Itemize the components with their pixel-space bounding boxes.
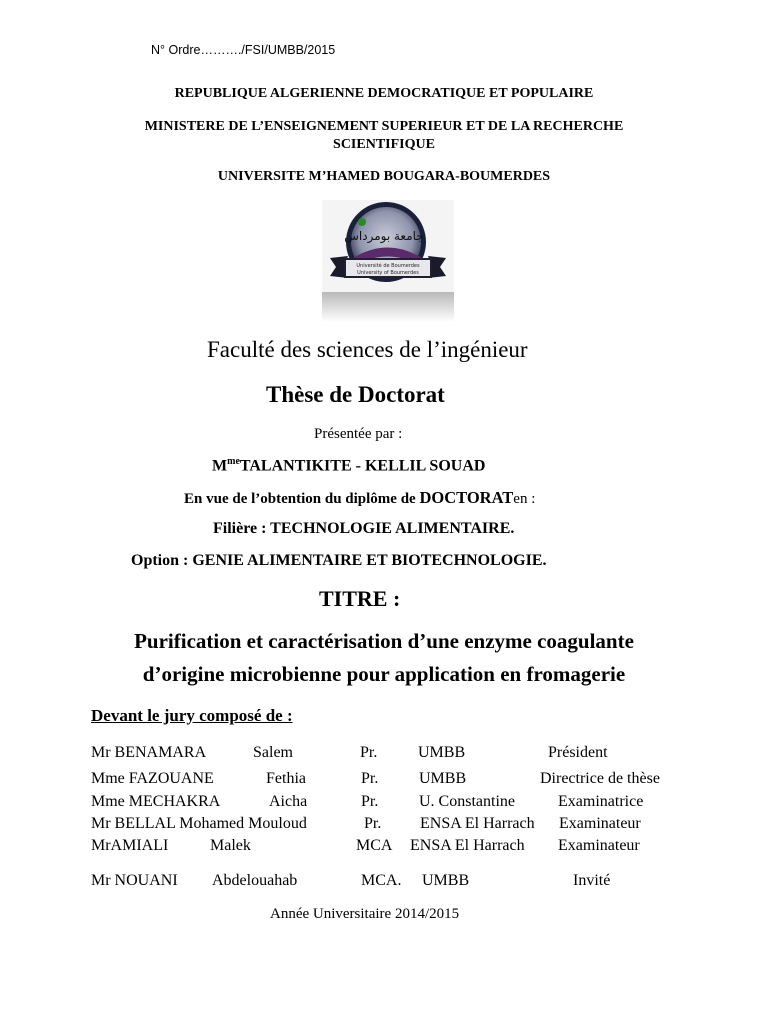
jury-member-role: Directrice de thèse xyxy=(540,770,660,787)
degree-text: En vue de l’obtention du diplôme de xyxy=(184,491,420,507)
degree-name: DOCTORAT xyxy=(419,488,514,507)
jury-member-firstname: Aicha xyxy=(269,793,308,810)
jury-member-name: Mr BENAMARA xyxy=(91,744,207,761)
title-label: TITRE : xyxy=(319,586,401,611)
order-number: N° Ordre………./FSI/UMBB/2015 xyxy=(151,43,336,57)
svg-text:University of Boumerdes: University of Boumerdes xyxy=(357,270,419,276)
option-line: Option : GENIE ALIMENTAIRE ET BIOTECHNOLOGIE. xyxy=(131,552,547,569)
jury-member-institution: ENSA El Harrach xyxy=(410,837,525,854)
jury-member-institution: ENSA El Harrach xyxy=(420,815,535,832)
faculty-title: Faculté des sciences de l’ingénieur xyxy=(207,337,528,362)
thesis-title-line2: d’origine microbienne pour application en fromagerie xyxy=(142,662,626,686)
jury-member-firstname: Fethia xyxy=(266,770,306,787)
jury-member-role: Invité xyxy=(573,872,611,889)
jury-member-firstname: Abdelouahab xyxy=(212,872,298,889)
university-heading: UNIVERSITE M’HAMED BOUGARA-BOUMERDES xyxy=(217,169,551,184)
jury-member-role: Président xyxy=(548,744,608,761)
jury-member-firstname: Malek xyxy=(210,837,251,854)
author-prefix: M xyxy=(212,457,228,475)
university-logo xyxy=(322,200,454,322)
republic-heading: REPUBLIQUE ALGERIENNE DEMOCRATIQUE ET POPULAIRE xyxy=(174,86,594,101)
jury-member-grade: Pr. xyxy=(360,744,378,761)
jury-member-institution: UMBB xyxy=(419,770,467,787)
jury-member-name: MrAMIALI xyxy=(91,837,169,854)
jury-member-grade: Pr. xyxy=(361,770,379,787)
degree-suffix: en : xyxy=(513,491,536,507)
jury-member-grade: MCA xyxy=(356,837,393,854)
jury-member-name: Mr BELLAL Mohamed Mouloud xyxy=(91,815,307,832)
jury-member-role: Examinateur xyxy=(559,815,641,832)
academic-year: Année Universitaire 2014/2015 xyxy=(270,906,460,922)
author-title-sup: me xyxy=(227,456,240,467)
ministry-heading-line1: MINISTERE DE L’ENSEIGNEMENT SUPERIEUR ET DE LA RECHERCHE xyxy=(144,119,624,134)
jury-member-name: Mme MECHAKRA xyxy=(91,793,221,810)
author-name xyxy=(212,456,485,475)
thesis-type: Thèse de Doctorat xyxy=(266,382,445,407)
degree-line xyxy=(184,488,535,508)
jury-member-firstname: Salem xyxy=(253,744,293,761)
jury-member-role: Examinateur xyxy=(558,837,640,854)
author-fullname: TALANTIKITE - KELLIL SOUAD xyxy=(239,457,486,475)
thesis-title-line1: Purification et caractérisation d’une enzyme coagulante xyxy=(134,629,634,653)
jury-member-grade: MCA. xyxy=(361,872,402,889)
jury-member-role: Examinatrice xyxy=(558,793,644,810)
jury-member-institution: U. Constantine xyxy=(419,793,515,810)
svg-text:جامعة بومرداس: جامعة بومرداس xyxy=(344,229,424,243)
jury-member-grade: Pr. xyxy=(364,815,382,832)
jury-member-grade: Pr. xyxy=(361,793,379,810)
jury-member-institution: UMBB xyxy=(418,744,466,761)
ministry-heading-line2: SCIENTIFIQUE xyxy=(333,137,435,152)
presented-by: Présentée par : xyxy=(314,426,403,442)
jury-member-institution: UMBB xyxy=(422,872,470,889)
jury-member-name: Mr NOUANI xyxy=(91,872,178,889)
svg-text:Université de Boumerdes: Université de Boumerdes xyxy=(356,263,420,269)
jury-heading: Devant le jury composé de : xyxy=(91,706,293,725)
jury-member-name: Mme FAZOUANE xyxy=(91,770,214,787)
field-line: Filière : TECHNOLOGIE ALIMENTAIRE. xyxy=(213,520,515,537)
